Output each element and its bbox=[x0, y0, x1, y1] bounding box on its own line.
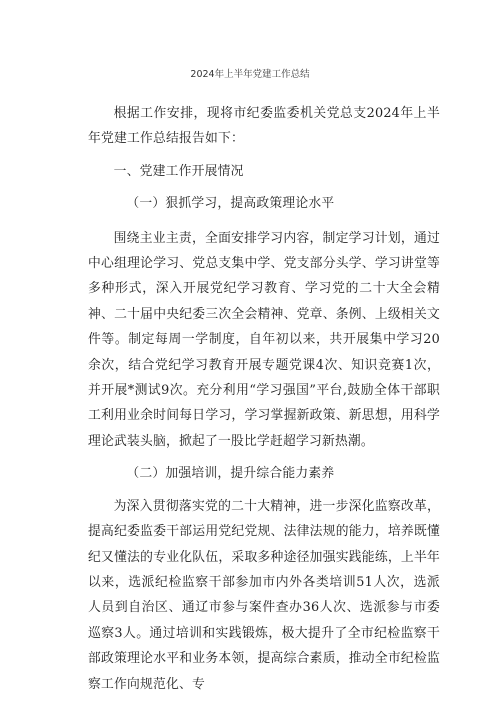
document-body bbox=[88, 101, 440, 697]
subsection-heading: （二）加强培训，提升综合能力素养 bbox=[126, 466, 335, 482]
body-paragraph: 围绕主业主责，全面安排学习内容，制定学习计划，通过中心组理论学习、党总支集中学、党支部分头学、学习讲堂等多种形式，深入开展党纪学习教育、学习党的二十大全会精神、二十届中央纪委三次全会精神、党章、条例、上级相关文件等。制定每周一学制度，自年初以来，共开展集中学习20余次，结合党纪学习教育开展专题党课4次、知识竞赛1次，并开展*测试9次。充分利用“学习强国”平台,鼓励全体干部职工利用业余时间每日学习，学习掌握新政策、新思想，用科学理论武装头脑，掀起了一股比学赶超学习新热潮。 bbox=[88, 230, 440, 449]
body-paragraph: 为深入贯彻落实党的二十大精神，进一步深化监察改革，提高纪委监委干部运用党纪党规、法律法规的能力，培养既懂纪又懂法的专业化队伍，采取多种途径加强实践能练，上半年以来，选派纪检监察干部参加市内外各类培训51人次，选派人员到自治区、通辽市参与案件查办36人次、选派参与市委巡察3人。通过培训和实践锻炼，极大提升了全市纪检监察干部政策理论水平和业务本领，提高综合素质，推动全市纪检监察工作向规范化、专 bbox=[88, 498, 440, 692]
intro-paragraph: 根据工作安排，现将市纪委监委机关党总支2024年上半年党建工作总结报告如下： bbox=[88, 106, 440, 147]
subsection-heading: （一）狠抓学习，提高政策理论水平 bbox=[126, 196, 335, 212]
document-title: 2024年上半年党建工作总结 bbox=[190, 69, 310, 80]
section-heading: 一、党建工作开展情况 bbox=[113, 163, 244, 179]
